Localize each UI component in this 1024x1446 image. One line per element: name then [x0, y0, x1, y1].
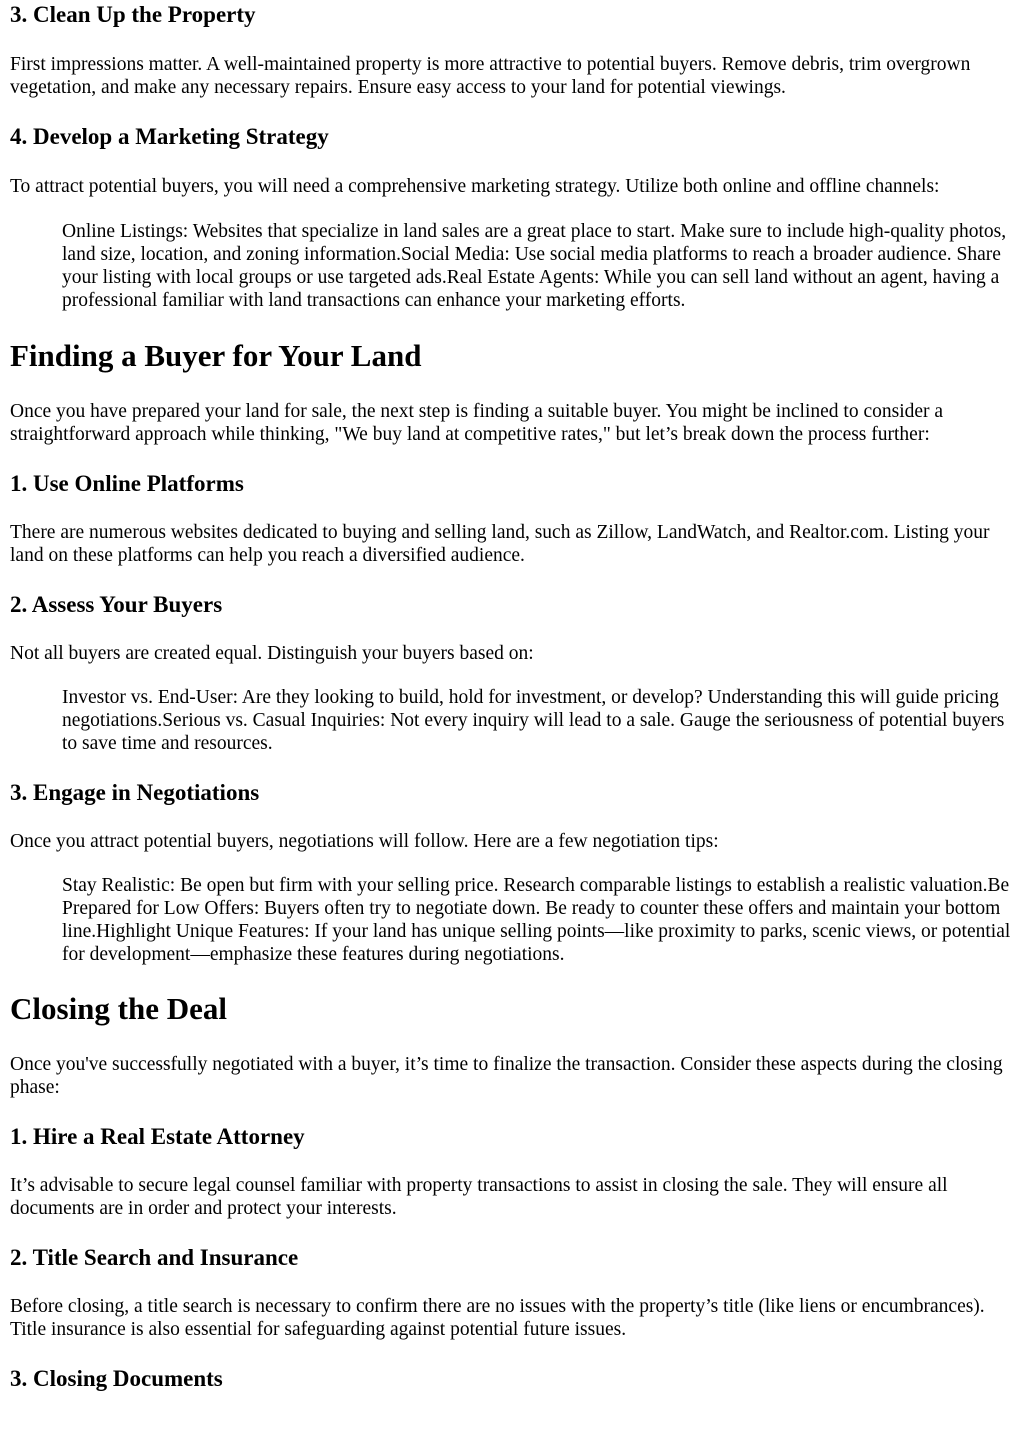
- paragraph-assess-buyers: Not all buyers are created equal. Distinguish your buyers based on:: [10, 643, 534, 664]
- heading-attorney: 1. Hire a Real Estate Attorney: [10, 1124, 305, 1149]
- quote-negotiation-tips: Stay Realistic: Be open but firm with your selling price. Research comparable listings to establish a realistic valuation.Be Prepared for Low Offers: Buyers often try to negotiate down. Be ready to counter these offers and maintain your bottom line.Highlight Unique Features: If your land has unique selling points—like proximity to parks, scenic views, or potential for development—emphasize these features during negotiations.: [62, 875, 1011, 965]
- paragraph-finding-buyer-intro: Once you have prepared your land for sale, the next step is finding a suitable buyer. You might be inclined to consider a straightforward approach while thinking, "We buy land at competitive rates," but let’s break down the process further:: [10, 401, 944, 445]
- heading-online-platforms: 1. Use Online Platforms: [10, 471, 244, 496]
- heading-closing-deal: Closing the Deal: [10, 991, 227, 1026]
- quote-buyer-types: Investor vs. End-User: Are they looking to build, hold for investment, or develop? Understanding this will guide pricing negotiations.Serious vs. Casual Inquiries: Not every inquiry will lead to a sale. Gauge the seriousness of potential buyers to save time and resources.: [62, 687, 1005, 754]
- paragraph-negotiations: Once you attract potential buyers, negotiations will follow. Here are a few negotiation tips:: [10, 831, 719, 852]
- paragraph-attorney: It’s advisable to secure legal counsel familiar with property transactions to assist in closing the sale. They will ensure all documents are in order and protect your interests.: [10, 1175, 948, 1219]
- paragraph-closing-intro: Once you've successfully negotiated with a buyer, it’s time to finalize the transaction. Consider these aspects during the closing phase:: [10, 1054, 1003, 1098]
- paragraph-marketing-intro: To attract potential buyers, you will need a comprehensive marketing strategy. Utilize both online and offline channels:: [10, 176, 940, 197]
- heading-closing-documents: 3. Closing Documents: [10, 1366, 223, 1391]
- heading-finding-buyer: Finding a Buyer for Your Land: [10, 338, 422, 373]
- heading-negotiations: 3. Engage in Negotiations: [10, 780, 260, 805]
- paragraph-online-platforms: There are numerous websites dedicated to buying and selling land, such as Zillow, LandWatch, and Realtor.com. Listing your land on these platforms can help you reach a diversified audience.: [10, 522, 990, 566]
- heading-clean-up-property: 3. Clean Up the Property: [10, 2, 256, 27]
- heading-title-search: 2. Title Search and Insurance: [10, 1245, 299, 1270]
- quote-marketing-channels: Online Listings: Websites that specialize in land sales are a great place to start. Make sure to include high-quality photos, land size, location, and zoning information.Social Media: Use social media platforms to reach a broader audience. Share your listing with local groups or use targeted ads.Real Estate Agents: While you can sell land without an agent, having a professional familiar with land transactions can enhance your marketing efforts.: [62, 221, 1007, 311]
- heading-marketing-strategy: 4. Develop a Marketing Strategy: [10, 124, 329, 149]
- paragraph-first-impressions: First impressions matter. A well-maintained property is more attractive to potential buyers. Remove debris, trim overgrown vegetation, and make any necessary repairs. Ensure easy access to your land for potential viewings.: [10, 54, 971, 98]
- paragraph-title-search: Before closing, a title search is necessary to confirm there are no issues with the property’s title (like liens or encumbrances). Title insurance is also essential for safeguarding against potential future issues.: [10, 1296, 985, 1340]
- heading-assess-buyers: 2. Assess Your Buyers: [10, 592, 223, 617]
